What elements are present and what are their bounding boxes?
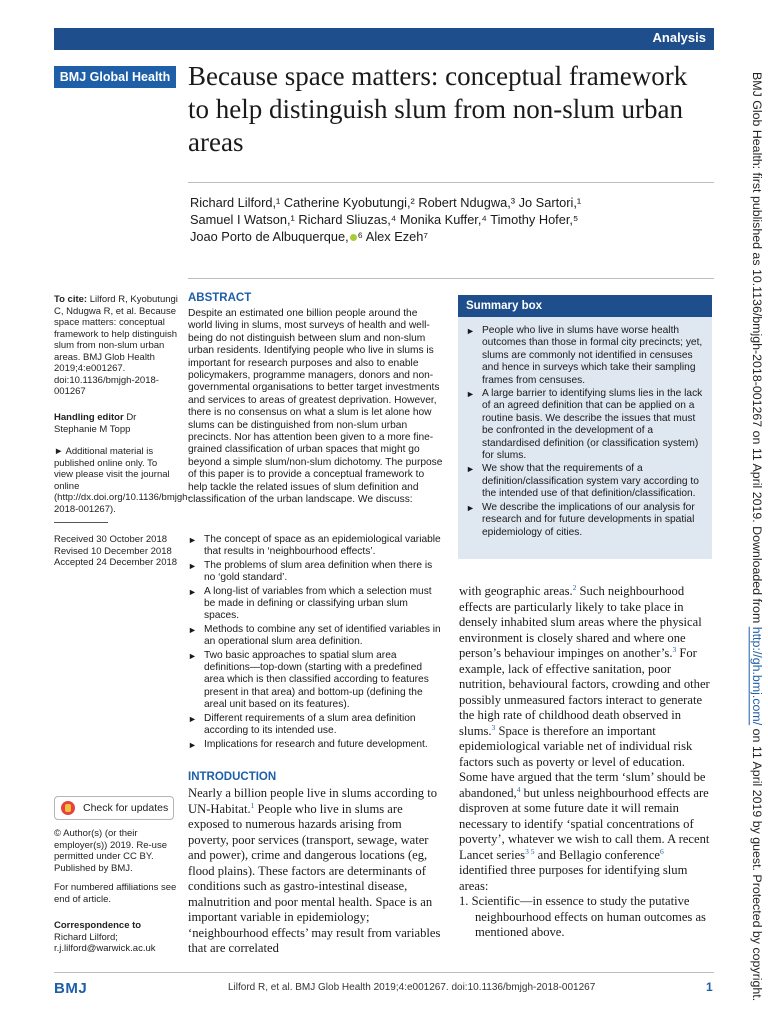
authors-divider (188, 278, 714, 279)
introduction-text (188, 786, 442, 957)
body-sentence: with geographic areas. (459, 584, 573, 598)
check-updates-button[interactable] (54, 796, 174, 820)
body-sentence: but unless neighbourhood effects are disproven at some future date it will remain necessary to identify ‘spatial concentrations of poverty’, whatever we wish to call them. A recent Lancet series (459, 785, 710, 862)
author-list (190, 194, 710, 245)
reference-link[interactable]: 6 (660, 846, 664, 856)
section-label: Analysis (652, 30, 706, 45)
download-notice-post: on 11 April 2019 by guest. Protected by copyright. (750, 725, 764, 1002)
correspondence-label: Correspondence to (54, 920, 142, 931)
list-item: ► Different requirements of a slum area definition according to its intended use. (188, 713, 444, 738)
authors-line-3 (190, 228, 710, 245)
check-updates-label: Check for updates (83, 802, 169, 814)
authors-line-2: Samuel I Watson,¹ Richard Sliuzas,⁴ Monika Kuffer,⁴ Timothy Hofer,⁵ (190, 212, 579, 227)
authors-line-3-a: Joao Porto de Albuquerque, (190, 229, 349, 244)
revised-date: Revised 10 December 2018 (54, 545, 172, 557)
correspondence-email[interactable]: r.j.lilford@warwick.ac.uk (54, 943, 156, 954)
received-date: Received 30 October 2018 (54, 534, 168, 545)
summary-box-heading: Summary box (458, 295, 712, 317)
article-title: Because space matters: conceptual framework to help distinguish slum from non-slum urban areas (188, 61, 688, 157)
cite-label: To cite: (54, 294, 88, 305)
bmj-logo: BMJ (54, 980, 88, 997)
reference-link[interactable]: 3 5 (525, 846, 535, 856)
cite-text: Lilford R, Kyobutungi C, Ndugwa R, et al. Because space matters: conceptual framework to help distinguish slum from non-slum urban areas. BMJ Glob Health 2019;4:e001267. doi:10.1136/bmjgh-2018-001267 (54, 294, 178, 397)
abstract-text: Despite an estimated one billion people around the world living in slums, most surveys of health and well-being do not distinguish between slum and non-slum urban residents. Identifying people who live in slums is important for research purposes and also to enable policymakers, programme managers, donors and non-governmental organisations to better target investments and services to areas of greatest deprivation. However, there is no consensus on what a slum is let alone how slums can be distinguished from non-slum urban precincts. Nor has attention been given to a more fine-grained classification of urban spaces that might go beyond a simple slum/non-slum dichotomy. The purpose of this paper is to provide a conceptual framework to help tackle the related issues of slum definition and classification of the urban landscape. We discuss: (188, 308, 443, 506)
additional-material-note: ► Additional material is published online only. To view please visit the journal online (http://dx.doi.org/10.1136/bmjgh-2018-001267). (54, 446, 191, 515)
list-item: ► A long-list of variables from which a selection must be made in defining or classifying urban slum spaces. (188, 586, 444, 623)
body-sentence: Space is therefore an important epidemiological variable net of individual risk factors such as poverty or level of education. Some have argued that the term ‘slum’ should be abandoned, (459, 723, 706, 800)
body-text-column-2 (459, 584, 713, 941)
list-item: ► People who live in slums have worse health outcomes than those in formal city precincts; yet, slums are commonly not identified in censuses and hence in surveys which take their sampling frames from censuses. (466, 325, 706, 387)
list-item: ► The problems of slum area definition when there is no ‘gold standard’. (188, 560, 444, 585)
summary-box (458, 295, 712, 559)
handling-label: Handling editor (54, 412, 124, 423)
body-sentence: identified three purposes for identifying slum areas: (459, 863, 688, 893)
crossmark-icon (61, 801, 75, 815)
numbered-item: 1. Scientific—in essence to study the putative neighbourhood effects on human outcomes as mentioned above. (459, 894, 706, 939)
intro-sentence: Nearly a billion people live in slums according to UN-Habitat. (188, 786, 438, 816)
body-sentence: and Bellagio conference (534, 847, 660, 862)
abstract-heading: ABSTRACT (188, 292, 252, 304)
page-number: 1 (706, 980, 713, 994)
reference-link[interactable]: 4 (516, 784, 521, 794)
accepted-date: Accepted 24 December 2018 (54, 557, 178, 568)
download-notice-pre: BMJ Glob Health: first published as 10.1136/bmjgh-2018-001267 on 11 April 2019. Downloaded from (750, 72, 764, 627)
handling-text: Dr Stephanie M Topp (54, 412, 137, 435)
title-divider (188, 182, 714, 183)
list-item: ► A large barrier to identifying slums lies in the lack of an agreed definition that can be applied on a routine basis. We describe the issues that must be confronted in the development of a standardised definition (or classification system) for slums. (466, 388, 706, 462)
section-header-bar (54, 28, 714, 50)
download-notice (750, 72, 764, 1001)
list-item: ► The concept of space as an epidemiological variable that results in ‘neighbourhood effects’. (188, 534, 444, 559)
list-item: ► We describe the implications of our analysis for research and for future developments in spatial epidemiology of cities. (466, 502, 706, 539)
reference-link[interactable]: 3 (491, 722, 496, 732)
sidebar-divider (54, 522, 108, 523)
list-item: ► Implications for research and future development. (188, 739, 444, 751)
copyright-note: © Author(s) (or their employer(s)) 2019. Re-use permitted under CC BY. Published by BMJ. (54, 828, 167, 874)
journal-link[interactable]: http://gh.bmj.com/ (750, 626, 764, 726)
orcid-icon[interactable] (350, 234, 357, 241)
list-item: ► We show that the requirements of a definition/classification system vary according to the intended use of that definition/classification. (466, 463, 706, 500)
authors-line-1: Richard Lilford,¹ Catherine Kyobutungi,² Robert Ndugwa,³ Jo Sartori,¹ (190, 195, 582, 210)
list-item: ► Methods to combine any set of identified variables in an operational slum area definition. (188, 624, 444, 649)
dates-block (54, 534, 178, 569)
reference-link[interactable]: 2 (572, 582, 577, 592)
intro-sentence: People who live in slums are exposed to numerous hazards arising from poverty, poor services (transport, sewage, water and power), crime and dangerous locations (eg, flood plains). These factors are determinants of conditions such as gastro-intestinal disease, malnutrition and poor mental health. Space is an important variable in epidemiology; ‘neighbourhood effects’ may result from variables that are correlated (188, 801, 441, 955)
body-sentence: For example, lack of effective sanitation, poor nutrition, behavioural factors, crowding and other possibly unmeasured factors interact to generate the high rate of childhood death observed in slums. (459, 646, 710, 738)
body-sentence: Such neighbourhood effects are particularly likely to take place in densely inhabited slum areas where the physical environment is closely shared and where one person’s behaviour impinges on another’s. (459, 584, 702, 660)
correspondence-block (54, 920, 178, 955)
affiliations-note: For numbered affiliations see end of article. (54, 882, 177, 905)
introduction-heading: INTRODUCTION (188, 771, 277, 783)
abstract-bullet-list (188, 534, 444, 752)
authors-line-3-b: ⁶ Alex Ezeh⁷ (357, 229, 429, 244)
handling-editor-block (54, 412, 178, 435)
citation-block (54, 294, 178, 398)
footer-citation: Lilford R, et al. BMJ Glob Health 2019;4:e001267. doi:10.1136/bmjgh-2018-001267 (228, 982, 596, 993)
reference-link[interactable]: 1 (250, 800, 255, 810)
list-item: ► Two basic approaches to spatial slum area definitions—top-down (starting with a predefined area which is then classified according to features present in that area) and bottom-up (defining the areal unit based on its features). (188, 650, 444, 712)
journal-badge: BMJ Global Health (54, 66, 176, 88)
footer-divider (54, 972, 714, 973)
reference-link[interactable]: 3 (672, 644, 677, 654)
summary-list (458, 325, 712, 539)
correspondence-name: Richard Lilford; (54, 931, 118, 943)
